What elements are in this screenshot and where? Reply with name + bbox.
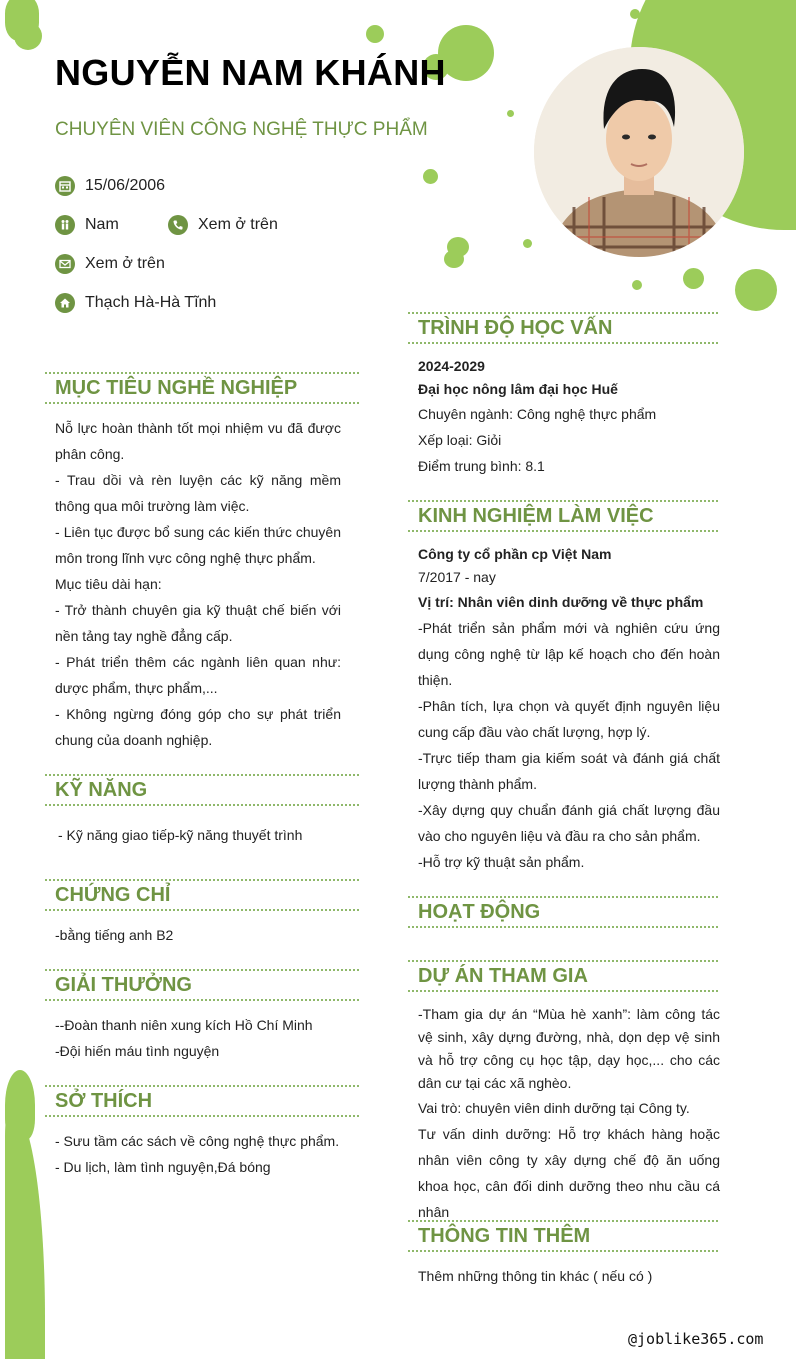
education-heading-text: TRÌNH ĐỘ HỌC VẤN bbox=[418, 317, 613, 339]
contact-gender bbox=[55, 215, 119, 235]
education-rank: Xếp loại: Giỏi bbox=[418, 432, 502, 448]
objective-heading bbox=[45, 372, 359, 404]
certificates-heading bbox=[45, 879, 359, 911]
certificate-item: -bằng tiếng anh B2 bbox=[55, 927, 174, 943]
long-term-item: - Không ngừng đóng góp cho sự phát triển chung của doanh nghiệp. bbox=[55, 706, 341, 748]
gender-icon bbox=[55, 215, 75, 235]
skills-heading-text: KỸ NĂNG bbox=[55, 779, 148, 801]
awards-heading-text: GIẢI THƯỞNG bbox=[55, 974, 192, 996]
phone-value: Xem ở trên bbox=[198, 216, 278, 233]
experience-position: Vị trí: Nhân viên dinh dưỡng về thực phẩm bbox=[418, 594, 704, 610]
skill-item: - Kỹ năng giao tiếp-kỹ năng thuyết trình bbox=[58, 827, 303, 843]
hobby-item: - Du lịch, làm tình nguyện,Đá bóng bbox=[55, 1159, 271, 1175]
skills-heading bbox=[45, 774, 359, 806]
activities-heading bbox=[408, 896, 718, 928]
experience-heading-text: KINH NGHIỆM LÀM VIỆC bbox=[418, 505, 654, 527]
objective-text: Nỗ lực hoàn thành tốt mọi nhiệm vu đã được phân công. bbox=[55, 420, 341, 462]
project-description: -Tham gia dự án “Mùa hè xanh”: làm công tác vệ sinh, xây dựng đường, nhà, dọn dẹp vệ sinh và hỗ trợ công cụ học tập, dạy học,... cho các dân cư tại các xã nghèo. bbox=[418, 1006, 720, 1091]
education-major: Chuyên ngành: Công nghệ thực phẩm bbox=[418, 406, 657, 422]
birthday-value: 15/06/2006 bbox=[85, 177, 166, 194]
long-term-label: Mục tiêu dài hạn: bbox=[55, 576, 162, 592]
education-school: Đại học nông lâm đại học Huế bbox=[418, 381, 618, 397]
award-item: --Đoàn thanh niên xung kích Hồ Chí Minh bbox=[55, 1017, 313, 1033]
calendar-icon bbox=[55, 176, 75, 196]
more-info-text: Thêm những thông tin khác ( nếu có ) bbox=[418, 1268, 653, 1284]
candidate-job-title: CHUYÊN VIÊN CÔNG NGHỆ THỰC PHẨM bbox=[55, 119, 428, 140]
experience-duties bbox=[418, 615, 720, 875]
project-detail: Tư vấn dinh dưỡng: Hỗ trợ khách hàng hoặc nhân viên công ty xây dựng chế độ ăn uống khoa học, cân đối dinh dưỡng theo nhu cầu cá nhân bbox=[418, 1126, 720, 1220]
gender-value: Nam bbox=[85, 216, 119, 233]
objective-body bbox=[55, 415, 341, 753]
long-term-item: - Phát triển thêm các ngành liên quan như: dược phẩm, thực phẩm,... bbox=[55, 654, 341, 696]
education-heading bbox=[408, 312, 718, 344]
education-period: 2024-2029 bbox=[418, 358, 485, 374]
award-item: -Đội hiến máu tình nguyện bbox=[55, 1043, 220, 1059]
hobby-item: - Sưu tầm các sách về công nghệ thực phẩm. bbox=[55, 1133, 340, 1149]
footer-watermark: @joblike365.com bbox=[628, 1330, 764, 1348]
more-info-heading bbox=[408, 1220, 718, 1252]
education-gpa: Điểm trung bình: 8.1 bbox=[418, 458, 545, 474]
certificates-heading-text: CHỨNG CHỈ bbox=[55, 884, 171, 906]
projects-heading-text: DỰ ÁN THAM GIA bbox=[418, 965, 588, 987]
objective-heading-text: MỤC TIÊU NGHỀ NGHIỆP bbox=[55, 377, 298, 399]
objective-item: - Liên tục được bổ sung các kiến thức chuyên môn trong lĩnh vực công nghệ thực phẩm. bbox=[55, 524, 341, 566]
experience-item: -Phát triển sản phẩm mới và nghiên cứu ứng dụng công nghệ từ lập kế hoạch cho đến hoàn thiện. bbox=[418, 620, 720, 688]
contact-address bbox=[55, 293, 216, 313]
projects-heading bbox=[408, 960, 718, 992]
awards-heading bbox=[45, 969, 359, 1001]
experience-item: -Trực tiếp tham gia kiếm soát và đánh giá chất lượng thành phẩm. bbox=[418, 750, 720, 792]
hobbies-heading bbox=[45, 1085, 359, 1117]
profile-photo bbox=[534, 47, 744, 257]
more-info-heading-text: THÔNG TIN THÊM bbox=[418, 1225, 591, 1247]
experience-company: Công ty cổ phần cp Việt Nam bbox=[418, 546, 612, 562]
contact-birthday bbox=[55, 176, 165, 196]
experience-period: 7/2017 - nay bbox=[418, 569, 496, 585]
experience-item: -Xây dựng quy chuẩn đánh giá chất lượng đầu vào cho nguyên liệu và đầu ra cho sản phẩm. bbox=[418, 802, 720, 844]
experience-item: -Phân tích, lựa chọn và quyết định nguyên liệu cung cấp đầu vào chất lượng, hợp lý. bbox=[418, 698, 720, 740]
contact-email bbox=[55, 254, 165, 274]
home-icon bbox=[55, 293, 75, 313]
phone-icon bbox=[168, 215, 188, 235]
contact-phone bbox=[168, 215, 278, 235]
candidate-name: NGUYỄN NAM KHÁNH bbox=[55, 52, 446, 93]
email-value: Xem ở trên bbox=[85, 255, 165, 272]
objective-item: - Trau dồi và rèn luyện các kỹ năng mềm thông qua môi trường làm việc. bbox=[55, 472, 341, 514]
address-value: Thạch Hà-Hà Tĩnh bbox=[85, 294, 217, 311]
experience-heading bbox=[408, 500, 718, 532]
hobbies-heading-text: SỞ THÍCH bbox=[55, 1090, 153, 1112]
experience-item: -Hỗ trợ kỹ thuật sản phẩm. bbox=[418, 854, 585, 870]
mail-icon bbox=[55, 254, 75, 274]
activities-heading-text: HOẠT ĐỘNG bbox=[418, 901, 541, 923]
long-term-item: - Trở thành chuyên gia kỹ thuật chế biến với nền tảng tay nghề đẳng cấp. bbox=[55, 602, 341, 644]
project-role: Vai trò: chuyên viên dinh dưỡng tại Công ty. bbox=[418, 1100, 690, 1116]
